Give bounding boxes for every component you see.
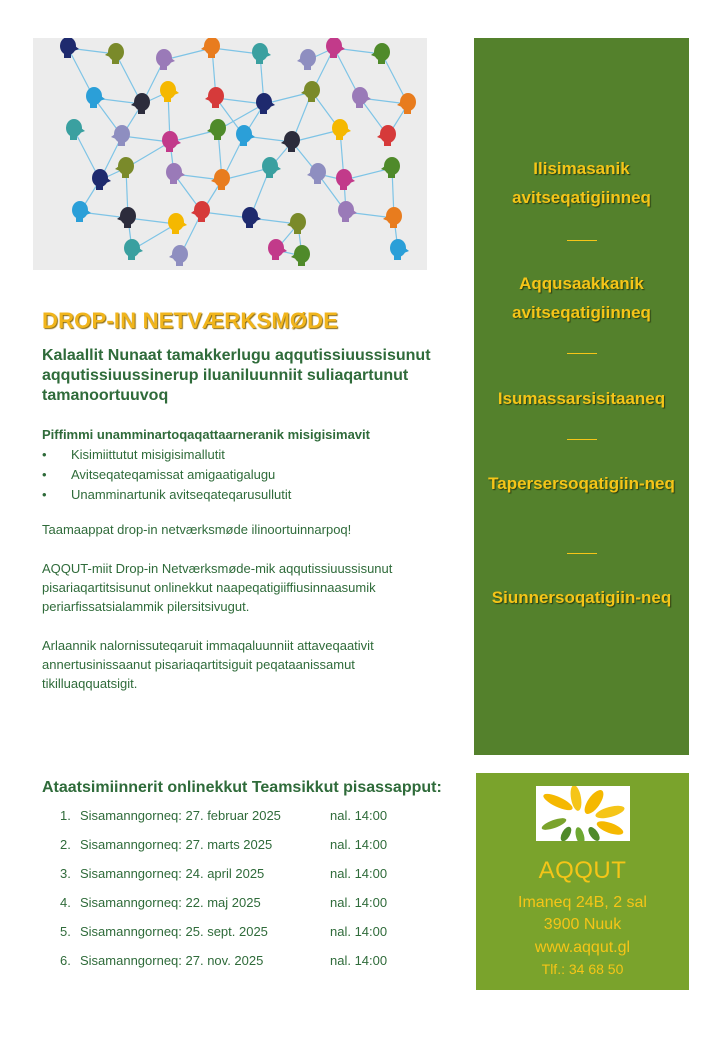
date-time: nal. 14:00	[330, 808, 388, 823]
description-paragraph: AQQUT-miit Drop-in Netværksmøde-mik aqqutissiuussisunut pisariaqartitsisunut onlinekkut naapeqatigiiffiusinnaasumik periarfissatsialammik pilersitsivugut.	[42, 561, 393, 614]
date-time: nal. 14:00	[330, 924, 388, 939]
head-node	[371, 43, 390, 64]
head-node	[383, 207, 402, 228]
network-graphic	[33, 38, 427, 270]
head-node	[377, 125, 396, 146]
head-node	[242, 207, 261, 228]
date-day: Sisamanngorneq: 24. april 2025	[80, 866, 265, 881]
date-number: 5.	[60, 924, 71, 939]
head-node	[256, 93, 275, 114]
head-node	[92, 169, 111, 190]
head-node	[252, 43, 271, 64]
head-node	[397, 93, 416, 114]
head-node	[168, 213, 187, 234]
date-number: 6.	[60, 953, 71, 968]
phone-number: Tlf.: 34 68 50	[541, 961, 624, 977]
head-node	[236, 125, 255, 146]
meeting-dates-list	[60, 806, 387, 980]
date-number: 3.	[60, 866, 71, 881]
head-node	[169, 245, 188, 266]
head-node	[381, 157, 400, 178]
sidebar-item-experience-sharing: Aqqusaakkanik avitseqatigiinneq	[512, 274, 651, 322]
sidebar-divider	[567, 553, 597, 554]
subtitle: Kalaallit Nunaat tamakkerlugu aqqutissiuussisunut aqqutissiuussinerup iluaniluunniit suliaqartunut tamanoortuuvoq	[42, 347, 431, 404]
head-node	[66, 119, 85, 140]
bullet-list	[42, 445, 291, 505]
head-node	[390, 239, 409, 260]
sidebar-divider	[567, 353, 597, 354]
address-line-2: 3900 Nuuk	[543, 916, 622, 933]
head-node	[162, 131, 181, 152]
head-node	[117, 207, 136, 228]
head-node	[287, 213, 306, 234]
head-node	[72, 201, 91, 222]
head-node	[166, 163, 185, 184]
sidebar-divider	[567, 240, 597, 241]
brand-name: AQQUT	[538, 857, 627, 884]
headline: DROP-IN NETVÆRKSMØDE	[42, 308, 339, 333]
date-day: Sisamanngorneq: 27. nov. 2025	[80, 953, 264, 968]
intro-paragraph: Taamaappat drop-in netværksmøde ilinoortuinnarpoq!	[42, 522, 352, 537]
date-day: Sisamanngorneq: 22. maj 2025	[80, 895, 261, 910]
head-node	[262, 157, 281, 178]
date-item	[60, 922, 387, 951]
date-item	[60, 864, 387, 893]
website-link[interactable]: www.aqqut.gl	[534, 939, 631, 956]
date-day: Sisamanngorneq: 27. marts 2025	[80, 837, 273, 852]
date-item	[60, 835, 387, 864]
head-node	[336, 169, 355, 190]
bullet-item: • Unamminartunik avitseqateqarusullutit	[42, 485, 291, 505]
sidebar-item-inspiration: Isumassarsisitaaneq	[497, 389, 666, 408]
date-time: nal. 14:00	[330, 895, 388, 910]
date-time: nal. 14:00	[330, 837, 388, 852]
date-day: Sisamanngorneq: 27. februar 2025	[80, 808, 281, 823]
head-node	[111, 125, 130, 146]
date-number: 1.	[60, 808, 71, 823]
sidebar-divider	[567, 439, 597, 440]
topics-sidebar	[474, 38, 689, 755]
head-node	[297, 49, 316, 70]
bullets-heading: Piffimmi unamminartoqaqattaarneranik misigisimavit	[42, 427, 370, 442]
head-node	[291, 245, 310, 266]
bullet-item: • Kisimiittutut misigisimallutit	[42, 445, 291, 465]
head-node	[326, 38, 345, 58]
date-item	[60, 893, 387, 922]
head-node	[352, 87, 371, 108]
date-number: 4.	[60, 895, 71, 910]
date-item	[60, 951, 387, 980]
head-node	[191, 201, 210, 222]
sidebar-item-mutual-advice: Siunnersoqatigiin-neq	[491, 588, 672, 607]
date-time: nal. 14:00	[330, 866, 388, 881]
address-line-1: Imaneq 24B, 2 sal	[518, 894, 647, 911]
aqqut-logo	[536, 786, 630, 841]
head-node	[332, 119, 351, 140]
head-node	[201, 38, 220, 58]
head-node	[115, 157, 134, 178]
network-heads-image	[33, 38, 427, 270]
head-node	[60, 38, 79, 58]
date-item	[60, 806, 387, 835]
date-day: Sisamanngorneq: 25. sept. 2025	[80, 924, 268, 939]
head-node	[160, 81, 179, 102]
head-node	[131, 93, 150, 114]
head-node	[86, 87, 105, 108]
head-node	[207, 119, 226, 140]
bullet-item: • Avitseqateqamissat amigaatigalugu	[42, 465, 291, 485]
head-node	[105, 43, 124, 64]
sidebar-item-knowledge-sharing: Ilisimasanik avitseqatigiinneq	[512, 159, 651, 207]
head-node	[211, 169, 230, 190]
welcome-paragraph: Arlaannik nalornissuteqaruit immaqaluunniit attaveqaativit annertusinissaanut pisariaqartitsiguit peqataanissamut tikilluaqquatsigit.	[42, 638, 374, 691]
dates-heading: Ataatsimiinnerit onlinekkut Teamsikkut pisassapput:	[42, 779, 442, 796]
sidebar-item-mutual-support: Tapersersoqatigiin-neq	[488, 474, 675, 493]
date-time: nal. 14:00	[330, 953, 388, 968]
date-number: 2.	[60, 837, 71, 852]
head-node	[338, 201, 357, 222]
head-node	[156, 49, 175, 70]
head-node	[268, 239, 287, 260]
contact-box	[476, 773, 689, 990]
head-node	[124, 239, 143, 260]
